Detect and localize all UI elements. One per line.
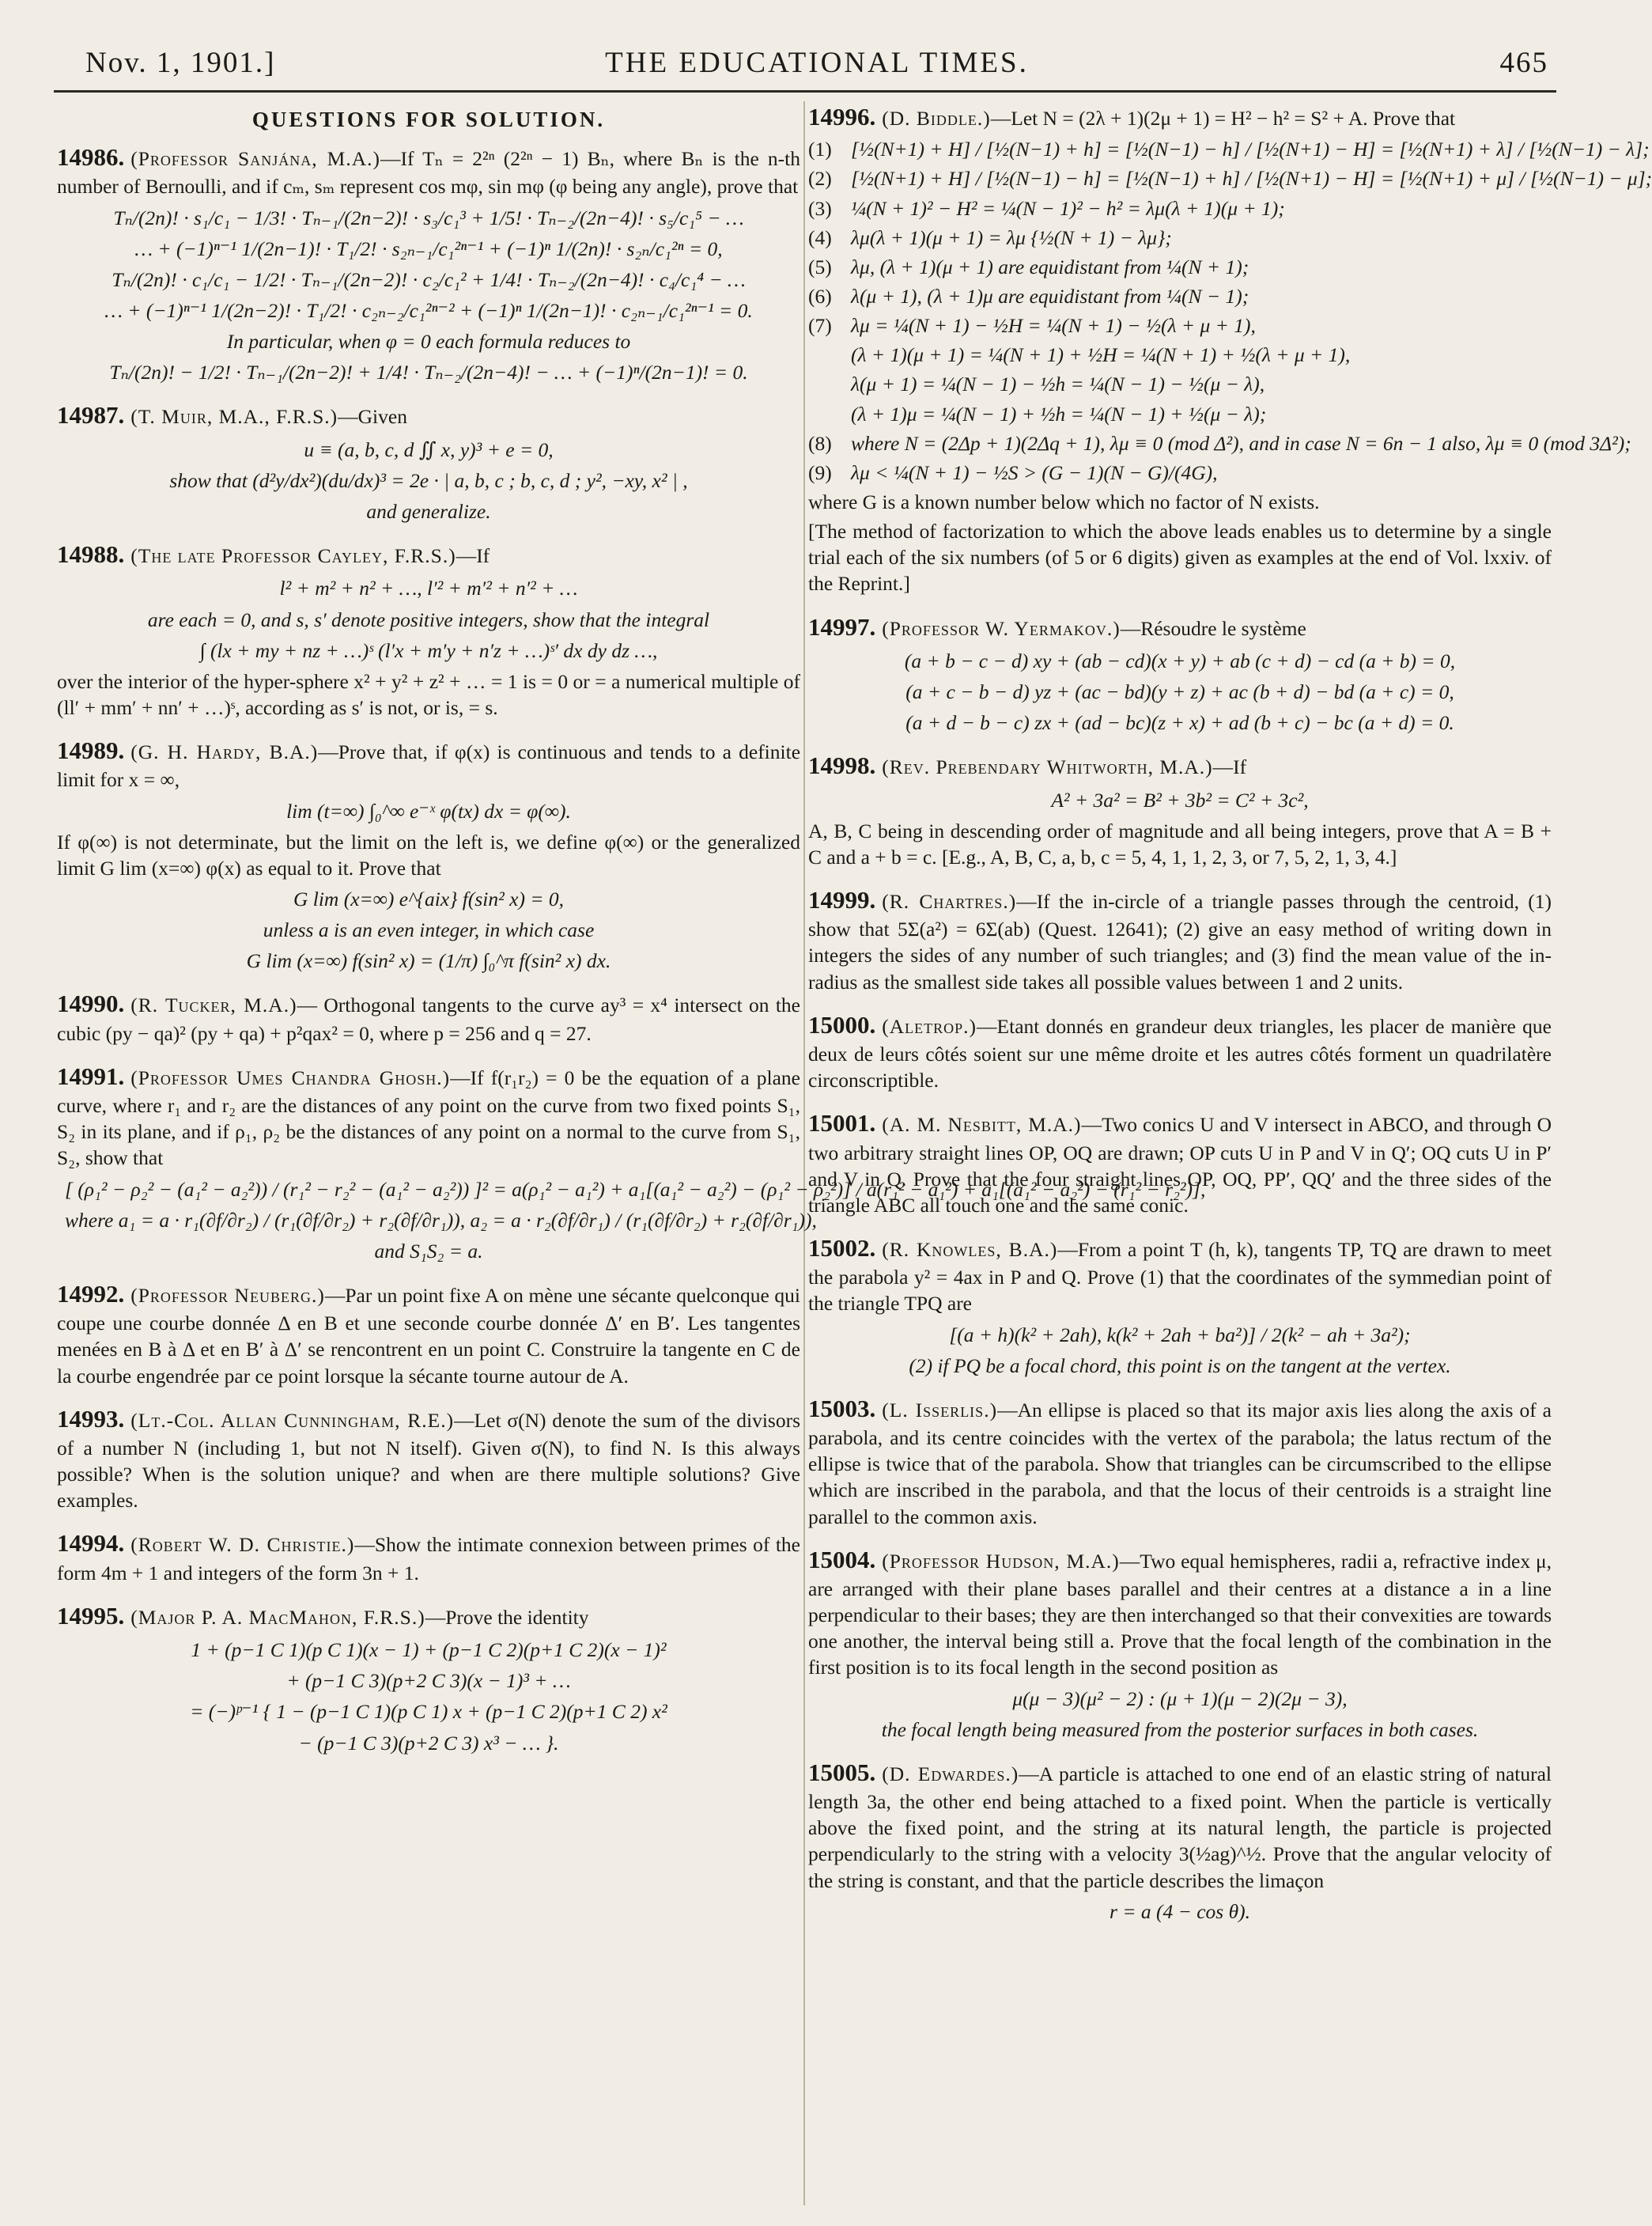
- question-formula: unless a is an even integer, in which case: [263, 918, 595, 942]
- question-formula: + (p−1 C 3)(p+2 C 3)(x − 1)³ + …: [286, 1669, 571, 1693]
- question-formula: the focal length being measured from the posterior surfaces in both cases.: [881, 1717, 1479, 1741]
- question-number: 14997.: [808, 612, 876, 641]
- question-formula: In particular, when φ = 0 each formula reduces to: [226, 330, 631, 354]
- result-label: (6): [808, 285, 832, 308]
- question-14987: [57, 399, 800, 524]
- enumerated-result: [808, 460, 1552, 486]
- question-formula: l² + m² + n² + …, l′² + m′² + n′² + …: [279, 577, 578, 600]
- question-14994: [57, 1528, 800, 1585]
- question-formula: 1 + (p−1 C 1)(p C 1)(x − 1) + (p−1 C 2)(p+1 C 2)(x − 1)²: [191, 1638, 667, 1662]
- question-author: (G. H. Hardy, B.A.): [130, 740, 319, 764]
- question-formula: u ≡ (a, b, c, d ∬ x, y)³ + e = 0,: [304, 437, 554, 461]
- question-number: 14998.: [808, 751, 876, 780]
- question-14988: [57, 539, 800, 721]
- question-text: —Given: [338, 405, 407, 429]
- running-header: [85, 40, 1548, 90]
- question-author: (Professor Umes Chandra Ghosh.): [130, 1066, 451, 1089]
- question-text: —From a point T (h, k), tangents TP, TQ are drawn to meet the parabola y² = 4ax in P and Q. Prove (1) that the coordinates of the symmedian point of the triangle TPQ are: [808, 1238, 1552, 1316]
- question-formula: = (−)ᵖ⁻¹ { 1 − (p−1 C 1)(p C 1) x + (p−1 C 2)(p+1 C 2) x²: [190, 1700, 667, 1724]
- question-14998: [808, 750, 1552, 870]
- question-author: (Aletrop.): [882, 1014, 977, 1038]
- question-15003: [808, 1393, 1552, 1530]
- enumerated-result: [808, 401, 1552, 427]
- enumerated-result: [808, 136, 1650, 162]
- question-number: 14993.: [57, 1404, 125, 1433]
- result-expression: (λ + 1)μ = ¼(N − 1) + ½h = ¼(N − 1) + ½(μ − λ);: [851, 402, 1267, 426]
- question-formula: G lim (x=∞) f(sin² x) = (1/π) ∫₀^π f(sin² x) dx.: [246, 949, 611, 973]
- section-heading: QUESTIONS FOR SOLUTION.: [251, 108, 606, 131]
- question-number: 14992.: [57, 1279, 125, 1308]
- question-author: (R. Chartres.): [882, 889, 1017, 913]
- enumerated-result: [808, 225, 1552, 251]
- result-expression: λ(μ + 1), (λ + 1)μ are equidistant from ¼(N − 1);: [851, 285, 1249, 308]
- question-author: (A. M. Nesbitt, M.A.): [882, 1113, 1082, 1137]
- result-label: (4): [808, 225, 832, 249]
- question-formula: ∫ (lx + my + nz + …)ˢ (l′x + m′y + n′z + …)ˢ′ dx dy dz …,: [199, 638, 658, 662]
- enumerated-result: [808, 254, 1552, 280]
- question-15002: [808, 1232, 1552, 1379]
- question-text: —Two equal hemispheres, radii a, refractive index μ, are arranged with their plane bases parallel and their centres at a distance a in a line perpendicular to their bases; they are then interchanged so that their convexities are towards one another, the interval being still a. Prove that the focal length of the combination in the first position is to its focal length in the second position as: [808, 1549, 1552, 1679]
- question-formula: [ (ρ₁² − ρ₂² − (a₁² − a₂²)) / (r₁² − r₂² − (a₁² − a₂²)) ]² = a(ρ₁² − a₁²) + a₁[(a₁² − a₂²) − (ρ₁² − ρ₂²)] / a(r₁² − a₁²) + a₁[(a₁² − a₂²) − (r₁² − r₂²)],: [65, 1177, 1206, 1201]
- question-note: where G is a known number below which no factor of N exists.: [808, 490, 1320, 513]
- question-number: 14994.: [57, 1529, 125, 1558]
- question-author: (Professor Neuberg.): [130, 1283, 325, 1307]
- question-author: (Major P. A. MacMahon, F.R.S.): [130, 1605, 425, 1629]
- question-text: —If f(r₁r₂) = 0 be the equation of a plane curve, where r₁ and r₂ are the distances of any point on the curve from two fixed points S₁, S₂ in its plane, and if ρ₁, ρ₂ be the distances of any point on a normal to the curve from S₁, S₂, show that: [57, 1066, 801, 1170]
- question-text: —Prove the identity: [425, 1605, 589, 1629]
- result-expression: λμ(λ + 1)(μ + 1) = λμ {½(N + 1) − λμ};: [851, 225, 1172, 249]
- result-label: (3): [808, 196, 832, 220]
- result-expression: [½(N+1) + H] / [½(N−1) + h] = [½(N−1) − h] / [½(N+1) − H] = [½(N+1) + λ] / [½(N−1) − λ];: [851, 138, 1650, 161]
- result-expression: where N = (2Δp + 1)(2Δq + 1), λμ ≡ 0 (mod Δ²), and in case N = 6n − 1 also, λμ ≡ 0 (mod 3Δ²);: [851, 431, 1631, 455]
- question-14995: [57, 1600, 800, 1756]
- question-formula: μ(μ − 3)(μ² − 2) : (μ + 1)(μ − 2)(2μ − 3),: [1012, 1687, 1348, 1710]
- question-number: 14989.: [57, 736, 125, 765]
- journal-title: THE EDUCATIONAL TIMES.: [605, 47, 1029, 79]
- question-14986: [57, 142, 800, 385]
- enumerated-result: [808, 283, 1552, 309]
- question-text: —Etant donnés en grandeur deux triangles, les placer de manière que deux de leurs côtés soient sur une même droite et les autres côtés forment un quadrilatère circonscriptible.: [808, 1014, 1552, 1092]
- question-author: (Professor W. Yermakov.): [882, 616, 1121, 640]
- question-formula: [(a + h)(k² + 2ah), k(k² + 2ah + ba²)] / 2(k² − ah + 3a²);: [949, 1323, 1411, 1346]
- question-text: —Par un point fixe A on mène une sécante quelconque qui coupe une courbe donnée Δ en B et une seconde courbe donnée Δ′ en B′. Les tangentes menées en B à Δ et en B′ à Δ′ se rencontrent en un point C. Construire la tangente en C de la courbe engendrée par ce point lorsque la sécante tourne autour de A.: [57, 1283, 800, 1387]
- question-14990: [57, 988, 800, 1046]
- question-author: (Professor Sanjána, M.A.): [130, 147, 381, 171]
- question-14993: [57, 1403, 800, 1514]
- enumerated-result: [808, 195, 1552, 221]
- question-author: (T. Muir, M.A., F.R.S.): [130, 405, 338, 429]
- result-expression: (λ + 1)(μ + 1) = ¼(N + 1) + ½H = ¼(N + 1) + ½(λ + μ + 1),: [851, 343, 1351, 367]
- result-label: (7): [808, 314, 832, 338]
- result-expression: λμ < ¼(N + 1) − ½S > (G − 1)(N − G)/(4G),: [851, 460, 1218, 484]
- question-formula: … + (−1)ⁿ⁻¹ 1/(2n−2)! · T₁/2! · c₂ₙ₋₂/c₁²ⁿ⁻² + (−1)ⁿ 1/(2n−1)! · c₂ₙ₋₁/c₁²ⁿ⁻¹ = 0.: [104, 298, 753, 322]
- question-text: A, B, C being in descending order of magnitude and all being integers, prove that A = B + C and a + b = c. [E.g., A, B, C, a, b, c = 5, 4, 1, 1, 2, 3, or 7, 5, 2, 1, 3, 4.]: [808, 819, 1552, 869]
- question-number: 14996.: [808, 103, 876, 131]
- result-expression: ¼(N + 1)² − H² = ¼(N − 1)² − h² = λμ(λ + 1)(μ + 1);: [851, 196, 1285, 220]
- question-formula: r = a (4 − cos θ).: [1110, 1899, 1250, 1923]
- question-number: 14986.: [57, 143, 125, 172]
- enumerated-result: [808, 430, 1631, 456]
- question-author: (R. Tucker, M.A.): [130, 994, 297, 1017]
- result-label: (9): [808, 460, 832, 484]
- question-number: 14988.: [57, 540, 125, 569]
- question-formula: … + (−1)ⁿ⁻¹ 1/(2n−1)! · T₁/2! · s₂ₙ₋₁/c₁²ⁿ⁻¹ + (−1)ⁿ 1/(2n)! · s₂ₙ/c₁²ⁿ = 0,: [134, 237, 723, 260]
- question-text: If φ(∞) is not determinate, but the limit on the left is, we define φ(∞) or the generalized limit G lim (x=∞) φ(x) as equal to it. Prove that: [57, 830, 800, 880]
- enumerated-result: [808, 342, 1552, 368]
- page-number: 465: [1499, 47, 1548, 79]
- question-formula: are each = 0, and s, s′ denote positive integers, show that the integral: [147, 608, 710, 631]
- question-text: —An ellipse is placed so that its major axis lies along the axis of a parabola, and its centre coincides with the vertex of the parabola; the latus rectum of the ellipse is twice that of the parabola. Show that triangles can be circumscribed to the ellipse which are inscribed in the parabola, and that the locus of their centroids is a straight line parallel to the common axis.: [808, 1398, 1552, 1528]
- column-divider: [803, 101, 805, 2205]
- result-label: (1): [808, 138, 832, 161]
- question-14997: [808, 611, 1552, 736]
- question-number: 15003.: [808, 1394, 876, 1422]
- question-14996: [808, 101, 1652, 597]
- question-formula: lim (t=∞) ∫₀^∞ e⁻ˣ φ(tx) dx = φ(∞).: [286, 799, 571, 823]
- enumerated-result: [808, 312, 1552, 339]
- question-14992: [57, 1278, 800, 1389]
- question-number: 15005.: [808, 1758, 876, 1786]
- question-author: (R. Knowles, B.A.): [882, 1238, 1058, 1261]
- question-author: (Robert W. D. Christie.): [130, 1533, 355, 1557]
- result-label: (5): [808, 255, 832, 278]
- question-number: 14995.: [57, 1601, 125, 1630]
- question-text: —Show the intimate connexion between primes of the form 4m + 1 and integers of the form 3n + 1.: [57, 1533, 800, 1584]
- question-formula: and generalize.: [366, 499, 491, 523]
- right-question-list: [808, 101, 1652, 1925]
- question-author: (D. Edwardes.): [882, 1762, 1019, 1785]
- question-number: 15000.: [808, 1010, 876, 1039]
- result-label: (2): [808, 167, 832, 191]
- question-15000: [808, 1009, 1552, 1094]
- right-column: [808, 101, 1652, 1939]
- question-number: 15004.: [808, 1545, 876, 1573]
- question-formula: A² + 3a² = B² + 3b² = C² + 3c²,: [1051, 788, 1309, 812]
- question-text: —Let σ(N) denote the sum of the divisors of a number N (including 1, but not N itself). Given σ(N), to find N. Is this always possible? When is the solution unique? and when are there multiple solutions? Give examples.: [57, 1408, 800, 1512]
- question-number: 15001.: [808, 1109, 876, 1138]
- question-author: (Professor Hudson, M.A.): [882, 1549, 1120, 1573]
- question-formula: (a + b − c − d) xy + (ab − cd)(x + y) + ab (c + d) − cd (a + b) = 0,: [904, 649, 1456, 672]
- question-author: (The late Professor Cayley, F.R.S.): [130, 544, 456, 568]
- question-formula: and S₁S₂ = a.: [374, 1239, 483, 1263]
- question-author: (D. Biddle.): [882, 107, 991, 130]
- result-expression: [½(N+1) + H] / [½(N−1) − h] = [½(N−1) + h] / [½(N+1) − H] = [½(N+1) + μ] / [½(N−1) − μ];: [851, 167, 1652, 191]
- question-formula: Tₙ/(2n)! · c₁/c₁ − 1/2! · Tₙ₋₁/(2n−2)! · c₂/c₁² + 1/4! · Tₙ₋₂/(2n−4)! · c₄/c₁⁴ − …: [112, 267, 746, 291]
- question-15004: [808, 1544, 1552, 1743]
- question-text: —If Tₙ = 2²ⁿ (2²ⁿ − 1) Bₙ, where Bₙ is the n-th number of Bernoulli, and if cₘ, sₘ represent cos mφ, sin mφ (φ being any angle), prove that: [57, 147, 800, 199]
- question-formula: where a₁ = a · r₁(∂f/∂r₂) / (r₁(∂f/∂r₂) + r₂(∂f/∂r₁)), a₂ = a · r₂(∂f/∂r₁) / (r₁(∂f/∂r₂) + r₂(∂f/∂r₁)),: [65, 1208, 817, 1232]
- enumerated-result: [808, 371, 1552, 397]
- question-14989: [57, 735, 800, 974]
- question-text: —If: [1212, 755, 1247, 779]
- question-text: —If: [456, 544, 490, 568]
- result-expression: λ(μ + 1) = ¼(N − 1) − ½h = ¼(N − 1) − ½(μ − λ),: [851, 373, 1265, 396]
- question-formula: Tₙ/(2n)! · s₁/c₁ − 1/3! · Tₙ₋₁/(2n−2)! · s₃/c₁³ + 1/5! · Tₙ₋₂/(2n−4)! · s₅/c₁⁵ − …: [113, 206, 744, 229]
- question-author: (L. Isserlis.): [882, 1398, 998, 1422]
- question-number: 14987.: [57, 401, 125, 430]
- result-label: (8): [808, 431, 832, 455]
- question-formula: (2) if PQ be a focal chord, this point is on the tangent at the vertex.: [909, 1353, 1451, 1377]
- enumerated-result: [808, 165, 1652, 191]
- question-text: —Résoudre le système: [1120, 616, 1306, 640]
- question-number: 15002.: [808, 1234, 876, 1262]
- question-14999: [808, 884, 1552, 995]
- result-expression: λμ = ¼(N + 1) − ½H = ¼(N + 1) − ½(λ + μ + 1),: [851, 314, 1256, 338]
- question-text: —Prove that, if φ(x) is continuous and tends to a definite limit for x = ∞,: [57, 740, 801, 792]
- issue-date: Nov. 1, 1901.]: [85, 47, 276, 79]
- question-note: [The method of factorization to which the above leads enables us to determine by a single trial each of the six numbers (of 5 or 6 digits) given as examples at the end of Vol. lxxiv. of the Reprint.]: [808, 520, 1552, 596]
- question-formula: − (p−1 C 3)(p+2 C 3) x³ − … }.: [298, 1731, 559, 1755]
- header-rule: [54, 90, 1556, 93]
- question-author: (Lt.-Col. Allan Cunningham, R.E.): [130, 1408, 455, 1432]
- question-number: 14999.: [808, 885, 876, 914]
- question-formula: (a + c − b − d) yz + (ac − bd)(y + z) + ac (b + d) − bd (a + c) = 0,: [905, 680, 1454, 703]
- result-expression: λμ, (λ + 1)(μ + 1) are equidistant from ¼(N + 1);: [851, 255, 1249, 278]
- question-formula: show that (d²y/dx²)(du/dx)³ = 2e · | a, b, c ; b, c, d ; y², −xy, x² | ,: [169, 468, 688, 492]
- question-formula: (a + d − b − c) zx + (ad − bc)(z + x) + ad (b + c) − bc (a + d) = 0.: [905, 711, 1454, 735]
- question-15005: [808, 1757, 1552, 1925]
- question-text: —A particle is attached to one end of an elastic string of natural length 3a, the other end being attached to a fixed point. When the particle is vertically above the fixed point, and the string at its natural length, the particle is projected perpendicularly to the string with a velocity 3(½ag)^½. Prove that the angular velocity of the string is constant, and that the particle describes the limaçon: [808, 1762, 1552, 1892]
- question-text: —Let N = (2λ + 1)(2μ + 1) = H² − h² = S² + A. Prove that: [990, 107, 1456, 130]
- question-author: (Rev. Prebendary Whitworth, M.A.): [882, 755, 1213, 779]
- question-number: 14990.: [57, 990, 125, 1018]
- question-text: —If the in-circle of a triangle passes through the centroid, (1) show that 5Σ(a²) = 6Σ(ab) (Quest. 12641); (2) give an easy method of writing down in integers the sides of any number of such triangles; and (3) find the mean value of the in-radius as the smallest side takes all possible values between 1 and 2 units.: [808, 889, 1552, 994]
- question-formula: G lim (x=∞) e^{aix} f(sin² x) = 0,: [293, 887, 565, 910]
- question-number: 14991.: [57, 1062, 125, 1090]
- question-text: —Two conics U and V intersect in ABCO, and through O two arbitrary straight lines OP, OQ are drawn; OP cuts U in P and V in Q′; OQ cuts U in P′ and V in Q. Prove that the four straight lines OP, OQ, PP′, QQ′ and the three sides of the triangle ABC all touch one and the same conic.: [808, 1113, 1552, 1217]
- question-15001: [808, 1107, 1552, 1218]
- question-text: — Orthogonal tangents to the curve ay³ = x⁴ intersect on the cubic (py − qa)² (py + qa) + p²qax² = 0, where p = 256 and q = 27.: [57, 994, 800, 1045]
- question-text: over the interior of the hyper-sphere x² + y² + z² + … = 1 is = 0 or = a numerical multiple of (ll′ + mm′ + nn′ + …)ˢ, according as s′ is not, or is, = s.: [57, 669, 800, 719]
- question-formula: Tₙ/(2n)! − 1/2! · Tₙ₋₁/(2n−2)! + 1/4! · Tₙ₋₂/(2n−4)! − … + (−1)ⁿ/(2n−1)! = 0.: [109, 361, 748, 384]
